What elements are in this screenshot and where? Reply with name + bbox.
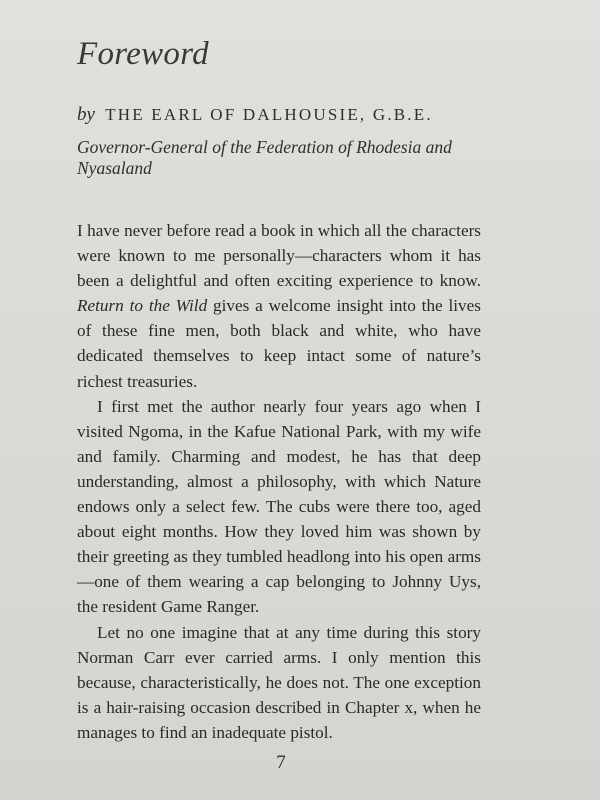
paragraph-3: Let no one imagine that at any time during this story Norman Carr ever carried arms. I only mention this because, characteristically, he does not. The one exception is a hair-raising occasion described in Chapter x, when he manages to find an inadequate pistol. [77,622,481,742]
paragraph-1 [77,218,481,394]
paragraph-1-end: gives a welcome insight into the lives of these fine men, both black and white, who have dedicated themselves to keep intact some of nature’s richest treasuries. [77,296,481,391]
paragraph-1-start: I have never before read a book in which all the characters were known to me personally—characters whom it has been a delightful and often exciting experience to know. [77,221,481,291]
body-text [77,218,481,745]
book-title-reference: Return to the Wild [77,296,208,316]
byline-author: THE EARL OF DALHOUSIE, G.B.E. [105,105,433,124]
byline-prefix: by [77,104,95,125]
page-number: 7 [276,752,286,773]
byline [77,104,433,126]
paragraph-2: I first met the author nearly four years ago when I visited Ngoma, in the Kafue National Park, with my wife and family. Charming and modest, he has that deep understanding, almost a philosophy, with which Nature endows only a select few. The cubs were there too, aged about eight months. How they loved him was shown by their greeting as they tumbled headlong into his open arms—one of them wearing a cap belonging to Johnny Uys, the resident Game Ranger. [77,396,481,617]
author-position: Governor-General of the Federation of Rhodesia and Nyasaland [77,137,452,178]
chapter-title: Foreword [77,36,209,72]
